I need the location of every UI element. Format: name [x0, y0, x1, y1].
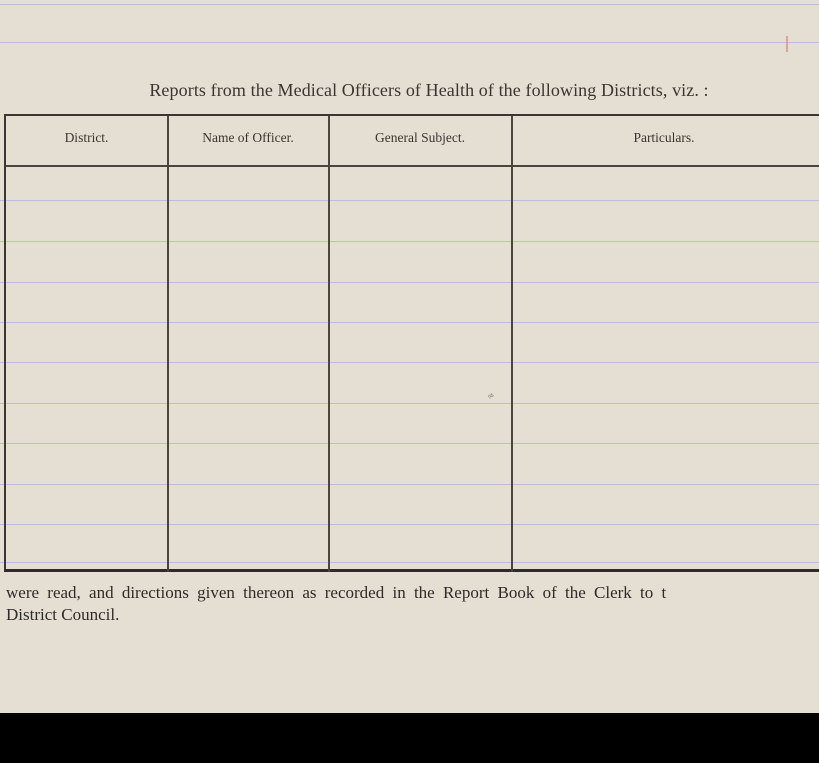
table-header-rule	[6, 165, 819, 167]
ink-smudge: ≈	[485, 390, 497, 403]
column-divider	[511, 116, 513, 572]
column-header-subject: General Subject.	[375, 130, 465, 145]
ruled-line	[0, 4, 819, 5]
column-divider	[328, 116, 330, 572]
footer-line-2: District Council.	[6, 605, 120, 624]
page-title: Reports from the Medical Officers of Health of the following Districts, viz. :	[149, 80, 709, 100]
footer-line-1: were read, and directions given thereon as recorded in the Report Book of the Clerk to t	[6, 583, 667, 602]
margin-mark	[786, 36, 788, 52]
report-table	[4, 114, 819, 572]
column-header-district: District.	[64, 130, 109, 145]
column-divider	[167, 116, 169, 572]
footer-text	[6, 582, 819, 626]
column-header-particulars: Particulars.	[633, 130, 695, 145]
ruled-line	[0, 42, 819, 43]
column-header-officer: Name of Officer.	[202, 130, 294, 145]
